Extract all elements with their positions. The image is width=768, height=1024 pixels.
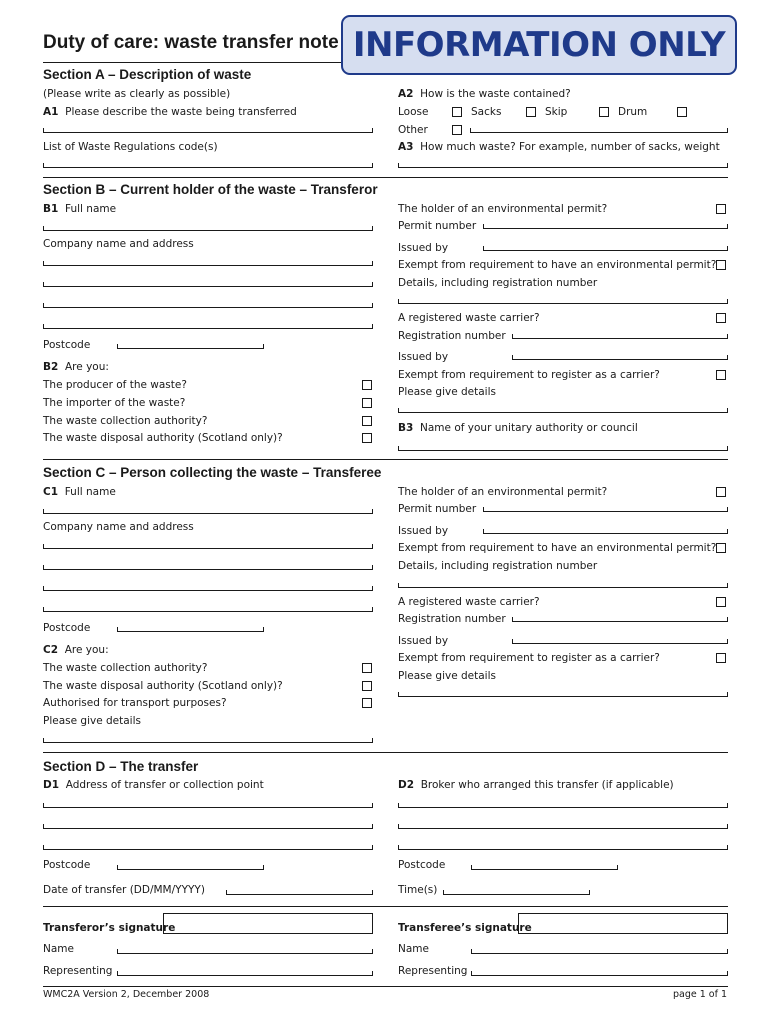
b-exempt-permit-label: Exempt from requirement to have an environmental permit?	[398, 259, 717, 271]
transferor-signature-label: Transferor’s signature	[43, 922, 176, 934]
section-b-divider	[43, 459, 728, 460]
c2-disposal-checkbox[interactable]	[362, 681, 372, 691]
d1-postcode-input[interactable]	[117, 865, 264, 870]
d1-label: D1 Address of transfer or collection point	[43, 779, 264, 791]
b-issued-by2-label: Issued by	[398, 351, 449, 363]
c-reg-number-input[interactable]	[512, 617, 728, 622]
time-input[interactable]	[443, 890, 590, 895]
b-exempt-permit-checkbox[interactable]	[716, 260, 726, 270]
transferee-signature-box[interactable]	[518, 913, 728, 934]
b-address-line-2[interactable]	[43, 282, 373, 287]
drum-checkbox[interactable]	[677, 107, 687, 117]
transferee-representing-input[interactable]	[471, 971, 728, 976]
c-exempt-carrier-label: Exempt from requirement to register as a carrier?	[398, 652, 660, 664]
section-a-heading: Section A – Description of waste	[43, 67, 252, 82]
other-checkbox[interactable]	[452, 125, 462, 135]
b2-collection-checkbox[interactable]	[362, 416, 372, 426]
b-issued-by2-input[interactable]	[512, 355, 728, 360]
b2-importer-checkbox[interactable]	[362, 398, 372, 408]
c-env-permit-label: The holder of an environmental permit?	[398, 486, 608, 498]
c-address-line-2[interactable]	[43, 565, 373, 570]
transferee-signature-label: Transferee’s signature	[398, 922, 532, 934]
b-give-details-label: Please give details	[398, 386, 496, 398]
date-of-transfer-label: Date of transfer (DD/MM/YYYY)	[43, 884, 205, 896]
transferee-name-label: Name	[398, 943, 429, 955]
transferor-representing-input[interactable]	[117, 971, 373, 976]
transferee-representing-label: Representing	[398, 965, 468, 977]
c-issued-by2-label: Issued by	[398, 635, 449, 647]
c-carrier-checkbox[interactable]	[716, 597, 726, 607]
d2-postcode-input[interactable]	[471, 865, 618, 870]
d1-postcode-label: Postcode	[43, 859, 91, 871]
c-give-details-input[interactable]	[398, 692, 728, 697]
b-exempt-carrier-label: Exempt from requirement to register as a carrier?	[398, 369, 660, 381]
transferor-name-label: Name	[43, 943, 74, 955]
footer-rule	[43, 986, 728, 987]
a2-label: A2 How is the waste contained?	[398, 88, 571, 100]
a1-label: A1 Please describe the waste being transferred	[43, 106, 297, 118]
c-give-details-label: Please give details	[398, 670, 496, 682]
c2-label: C2 Are you:	[43, 644, 109, 656]
title-rule	[43, 62, 343, 63]
footer-version: WMC2A Version 2, December 2008	[43, 989, 210, 1000]
c-address-line-1[interactable]	[43, 544, 373, 549]
d2-broker-line-1[interactable]	[398, 803, 728, 808]
c-exempt-permit-checkbox[interactable]	[716, 543, 726, 553]
d2-postcode-label: Postcode	[398, 859, 446, 871]
c-issued-by2-input[interactable]	[512, 639, 728, 644]
transferor-signature-box[interactable]	[163, 913, 373, 934]
time-label: Time(s)	[398, 884, 438, 896]
sacks-label: Sacks	[471, 106, 502, 118]
d1-address-line-3[interactable]	[43, 845, 373, 850]
c-postcode-input[interactable]	[117, 627, 264, 632]
b2-importer-label: The importer of the waste?	[43, 397, 186, 409]
b-company-label: Company name and address	[43, 238, 194, 250]
skip-checkbox[interactable]	[599, 107, 609, 117]
c2-give-details-input[interactable]	[43, 738, 373, 743]
b-permit-number-input[interactable]	[483, 224, 728, 229]
loose-checkbox[interactable]	[452, 107, 462, 117]
date-of-transfer-input[interactable]	[226, 890, 373, 895]
b-postcode-label: Postcode	[43, 339, 91, 351]
b1-label: B1 Full name	[43, 203, 117, 215]
b-postcode-input[interactable]	[117, 344, 264, 349]
c2-transport-label: Authorised for transport purposes?	[43, 697, 227, 709]
c-issued-by-input[interactable]	[483, 529, 728, 534]
c-issued-by-label: Issued by	[398, 525, 449, 537]
d2-broker-line-3[interactable]	[398, 845, 728, 850]
codes-label: List of Waste Regulations code(s)	[43, 141, 218, 153]
c-details-label: Details, including registration number	[398, 560, 598, 572]
c-postcode-label: Postcode	[43, 622, 91, 634]
c2-collection-checkbox[interactable]	[362, 663, 372, 673]
c-exempt-permit-label: Exempt from requirement to have an environmental permit?	[398, 542, 717, 554]
d2-broker-line-2[interactable]	[398, 824, 728, 829]
b-carrier-label: A registered waste carrier?	[398, 312, 540, 324]
b-details-input[interactable]	[398, 299, 728, 304]
c-permit-number-label: Permit number	[398, 503, 477, 515]
section-b-heading: Section B – Current holder of the waste – Transferor	[43, 182, 378, 197]
c-company-label: Company name and address	[43, 521, 194, 533]
a3-input-line[interactable]	[398, 163, 728, 168]
section-a-hint: (Please write as clearly as possible)	[43, 88, 231, 100]
a1-input-line[interactable]	[43, 128, 373, 133]
footer-page-number: page 1 of 1	[672, 989, 727, 1000]
b3-input-line[interactable]	[398, 446, 728, 451]
codes-input-line[interactable]	[43, 163, 373, 168]
b-address-line-4[interactable]	[43, 324, 373, 329]
transferor-representing-label: Representing	[43, 965, 113, 977]
section-c-heading: Section C – Person collecting the waste – Transferee	[43, 465, 382, 480]
information-only-stamp: INFORMATION ONLY	[341, 15, 737, 75]
b3-label: B3 Name of your unitary authority or council	[398, 422, 638, 434]
transferee-name-input[interactable]	[471, 949, 728, 954]
c-carrier-label: A registered waste carrier?	[398, 596, 540, 608]
c-reg-number-label: Registration number	[398, 613, 506, 625]
section-d-heading: Section D – The transfer	[43, 759, 199, 774]
sacks-checkbox[interactable]	[526, 107, 536, 117]
b-permit-number-label: Permit number	[398, 220, 477, 232]
c2-give-details-label: Please give details	[43, 715, 141, 727]
b-details-label: Details, including registration number	[398, 277, 598, 289]
b2-producer-checkbox[interactable]	[362, 380, 372, 390]
b-give-details-input[interactable]	[398, 408, 728, 413]
c2-collection-label: The waste collection authority?	[43, 662, 208, 674]
transferor-name-input[interactable]	[117, 949, 373, 954]
b-issued-by-input[interactable]	[483, 246, 728, 251]
signature-divider	[43, 906, 728, 907]
skip-label: Skip	[545, 106, 568, 118]
c-permit-number-input[interactable]	[483, 507, 728, 512]
d1-address-line-1[interactable]	[43, 803, 373, 808]
c1-label: C1 Full name	[43, 486, 116, 498]
b1-input-line[interactable]	[43, 226, 373, 231]
b-env-permit-label: The holder of an environmental permit?	[398, 203, 608, 215]
other-input-line[interactable]	[470, 128, 728, 133]
c1-input-line[interactable]	[43, 509, 373, 514]
c2-disposal-label: The waste disposal authority (Scotland only)?	[43, 680, 283, 692]
form-title: Duty of care: waste transfer note	[43, 32, 339, 53]
section-c-divider	[43, 752, 728, 753]
b-address-line-1[interactable]	[43, 261, 373, 266]
loose-label: Loose	[398, 106, 429, 118]
c-env-permit-checkbox[interactable]	[716, 487, 726, 497]
c-address-line-4[interactable]	[43, 607, 373, 612]
b-reg-number-label: Registration number	[398, 330, 506, 342]
b2-collection-label: The waste collection authority?	[43, 415, 208, 427]
c-address-line-3[interactable]	[43, 586, 373, 591]
b-carrier-checkbox[interactable]	[716, 313, 726, 323]
b2-disposal-checkbox[interactable]	[362, 433, 372, 443]
a3-label: A3 How much waste? For example, number of sacks, weight	[398, 141, 720, 153]
b2-label: B2 Are you:	[43, 361, 109, 373]
b-issued-by-label: Issued by	[398, 242, 449, 254]
drum-label: Drum	[618, 106, 648, 118]
d1-address-line-2[interactable]	[43, 824, 373, 829]
b2-producer-label: The producer of the waste?	[43, 379, 187, 391]
d2-label: D2 Broker who arranged this transfer (if applicable)	[398, 779, 674, 791]
b-exempt-carrier-checkbox[interactable]	[716, 370, 726, 380]
c2-transport-checkbox[interactable]	[362, 698, 372, 708]
section-a-divider	[43, 177, 728, 178]
other-label: Other	[398, 124, 428, 136]
b-reg-number-input[interactable]	[512, 334, 728, 339]
b2-disposal-label: The waste disposal authority (Scotland only)?	[43, 432, 283, 444]
c-exempt-carrier-checkbox[interactable]	[716, 653, 726, 663]
b-env-permit-checkbox[interactable]	[716, 204, 726, 214]
b-address-line-3[interactable]	[43, 303, 373, 308]
c-details-input[interactable]	[398, 583, 728, 588]
